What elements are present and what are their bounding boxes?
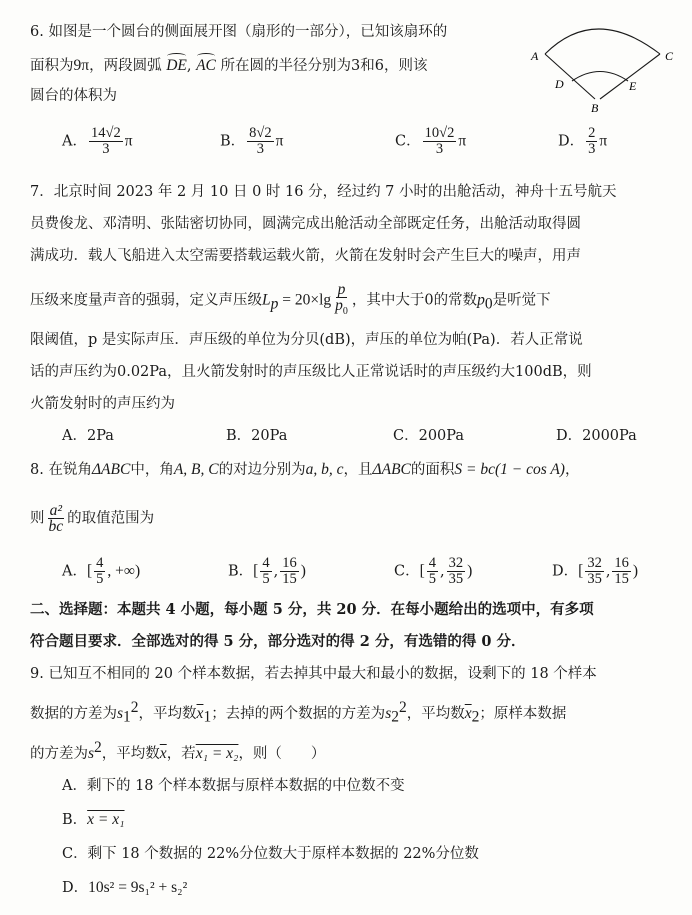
- q7-line2: 员费俊龙、邓清明、张陆密切协同，圆满完成出舱活动全部既定任务，出舱活动取得圆: [30, 216, 581, 232]
- label-B: B: [591, 101, 599, 114]
- q6-line3: 圆台的体积为: [30, 88, 117, 104]
- arc-ac: AC: [196, 57, 216, 74]
- q7-option-d[interactable]: D．2000Pa: [556, 428, 637, 444]
- section2-line2: 符合题目要求．全部选对的得 5 分，部分选对的得 2 分，有选错的得 0 分．: [30, 633, 526, 650]
- label-E: E: [629, 79, 637, 93]
- arc-de: DE: [166, 57, 187, 74]
- q7-option-a[interactable]: A．2Pa: [62, 428, 114, 444]
- q7-line1: 7．北京时间 2023 年 2 月 10 日 0 时 16 分，经过约 7 小时的出舱活动，神舟十五号航天: [30, 184, 617, 200]
- q6-option-d[interactable]: D． $\frac{2}{3}$ π: [558, 125, 608, 157]
- q6-option-a[interactable]: A． $\frac{14√2}{3}$ π: [62, 125, 133, 157]
- label-A: A: [531, 49, 539, 63]
- q9-line3: 的方差为$s^2$，平均数$\overline{x}$，若x₁ = x₂，则（ ）: [30, 739, 326, 762]
- q9-option-a[interactable]: A．剩下的 18 个样本数据与原样本数据的中位数不变: [62, 778, 405, 794]
- q6-option-b[interactable]: B． $\frac{8√2}{3}$ π: [220, 125, 284, 157]
- q6-option-c[interactable]: C． $\frac{10√2}{3}$ π: [395, 125, 467, 157]
- q8-option-c[interactable]: C．[ $\frac{4}{5}$ , $\frac{32}{35}$ ): [394, 555, 473, 587]
- q9-line2: 数据的方差为$s_1^2$，平均数$\overline{x}_1$；去掉的两个数据的方差为$s_2^2$，平均数$\overline{x}_2$；原样本数据: [30, 699, 567, 726]
- q7-line3: 满成功．载人飞船进入太空需要搭载运载火箭，火箭在发射时会产生巨大的噪声，用声: [30, 248, 581, 264]
- q6-line2: 面积为9π，两段圆弧 DE, AC 所在圆的半径分别为3和6，则该: [30, 57, 428, 74]
- q7-line7: 火箭发射时的声压约为: [30, 396, 175, 412]
- q7-option-b[interactable]: B．20Pa: [226, 428, 288, 444]
- q9-option-d[interactable]: D．10s² = 9s₁² + s₂²: [62, 879, 188, 896]
- q7-line6: 话的声压约为0.02Pa，且火箭发射时的声压级比人正常说话时的声压级约大100dB，则: [30, 364, 592, 380]
- left-radius: [545, 54, 595, 99]
- q9-option-b[interactable]: B．x = x₁: [62, 811, 125, 828]
- outer-arc: [545, 29, 660, 54]
- q8-option-d[interactable]: D．[ $\frac{32}{35}$ , $\frac{16}{15}$ ): [552, 555, 639, 587]
- q7-line5: 限阈值，p 是实际声压．声压级的单位为分贝(dB)，声压的单位为帕(Pa)．若人正常说: [30, 332, 583, 348]
- q8-line1: 8. 在锐角ΔABC中，角A, B, C的对边分别为a, b, c，且ΔABC的面积S = bc(1 − cos A)，: [30, 461, 580, 478]
- section2-line1: 二、选择题：本题共 4 小题，每小题 5 分，共 20 分．在每小题给出的选项中，有多项: [30, 601, 594, 618]
- label-C: C: [665, 49, 674, 63]
- q8-option-b[interactable]: B．[ $\frac{4}{5}$ , $\frac{16}{15}$ ): [228, 555, 306, 587]
- label-D: D: [555, 77, 564, 91]
- q9-option-c[interactable]: C．剩下 18 个数据的 22%分位数大于原样本数据的 22%分位数: [62, 846, 479, 862]
- q7-line4: 压级来度量声音的强弱，定义声压级$L_p = 20\times\lg$ $\frac{p}{p_0}$ ，其中大于0的常数$p_0$是听觉下: [30, 281, 551, 318]
- q8-line2: 则 $\frac{\text{a²}}{bc}$ 的取值范围为: [30, 502, 155, 535]
- q8-option-a[interactable]: A．[ $\frac{4}{5}$ , +∞): [62, 555, 141, 587]
- q9-line1: 9. 已知互不相同的 20 个样本数据，若去掉其中最大和最小的数据，设剩下的 18 个样本: [30, 666, 597, 682]
- inner-arc: [572, 72, 628, 82]
- q7-option-c[interactable]: C．200Pa: [393, 428, 465, 444]
- q6-line1: 6. 如图是一个圆台的侧面展开图（扇形的一部分），已知该扇环的: [30, 24, 448, 40]
- sector-annulus-figure: [525, 14, 685, 114]
